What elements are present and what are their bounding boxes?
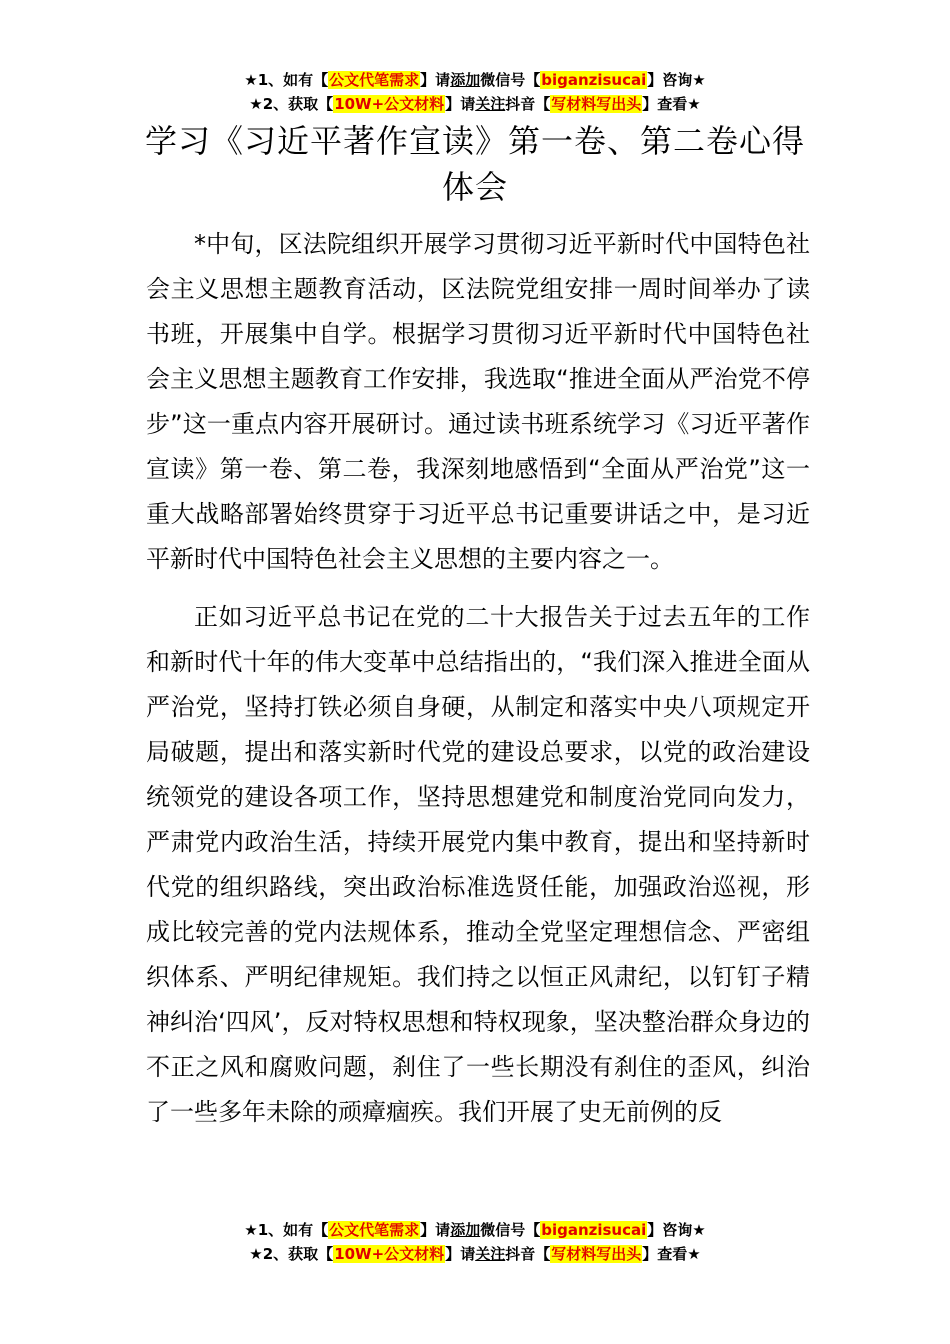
star-icon: ★ [244,1221,258,1239]
promo-underlined-text: 添加 [450,71,481,89]
promo-text: 2、获取【 [262,1245,334,1263]
promo-highlight: 公文代笔需求 [329,1221,420,1239]
promo-highlight: 10W+公文材料 [334,95,445,113]
star-icon: ★ [244,71,258,89]
promo-underlined-text: 添加 [450,1221,481,1239]
paragraph: 正如习近平总书记在党的二十大报告关于过去五年的工作和新时代十年的伟大变革中总结指出的，“我们深入推进全面从严治党，坚持打铁必须自身硬，从制定和落实中央八项规定开局破题，提出和落实新时代党的建设总要求，以党的政治建设统领党的建设各项工作，坚持思想建党和制度治党同向发力，严肃党内政治生活，持续开展党内集中教育，提出和坚持新时代党的组织路线，突出政治标准选贤任能，加强政治巡视，形成比较完善的党内法规体系，推动全党坚定理想信念、严密组织体系、严明纪律规矩。我们持之以恒正风肃纪，以钉钉子精神纠治‘四风’，反对特权思想和特权现象，坚决整治群众身边的不正之风和腐败问题，刹住了一些长期没有刹住的歪风，纠治了一些多年未除的顽瘴痼疾。我们开展了史无前例的反 [146,603,810,1126]
promo-text: 1、如有【 [257,71,329,89]
promo-wechat-id: biganzisucai [541,1221,647,1239]
promo-text: 】查看★ [642,95,701,113]
promo-underlined-text: 关注 [475,95,506,113]
promo-line-1 [0,68,950,92]
promo-line-2 [0,92,950,116]
promo-text: 】请 [445,1245,476,1263]
promo-wechat-id: biganzisucai [541,71,647,89]
star-icon: ★ [249,1245,263,1263]
promo-highlight: 10W+公文材料 [334,1245,445,1263]
promo-text: 】请 [445,95,476,113]
promo-text: 抖音【 [505,1245,551,1263]
promo-text: 】咨询★ [647,1221,706,1239]
paragraph: *中旬，区法院组织开展学习贯彻习近平新时代中国特色社会主义思想主题教育活动，区法院党组安排一周时间举办了读书班，开展集中自学。根据学习贯彻习近平新时代中国特色社会主义思想主题教育工作安排，我选取“推进全面从严治党不停步”这一重点内容开展研讨。通过读书班系统学习《习近平著作宣读》第一卷、第二卷，我深刻地感悟到“全面从严治党”这一重大战略部署始终贯穿于习近平总书记重要讲话之中，是习近平新时代中国特色社会主义思想的主要内容之一。 [146,230,810,573]
promo-text: 】咨询★ [647,71,706,89]
promo-text: 微信号【 [480,71,541,89]
promo-text: 】请 [420,1221,451,1239]
promo-text: 】查看★ [642,1245,701,1263]
promo-text: 2、获取【 [262,95,334,113]
document-body [146,222,810,1135]
promo-footer [0,1218,950,1266]
promo-highlight: 公文代笔需求 [329,71,420,89]
document-title: 学习《习近平著作宣读》第一卷、第二卷心得体会 [144,122,805,206]
promo-text: 】请 [420,71,451,89]
promo-line-1 [0,1218,950,1242]
promo-header [0,68,950,116]
star-icon: ★ [249,95,263,113]
promo-line-2 [0,1242,950,1266]
promo-underlined-text: 关注 [475,1245,506,1263]
promo-douyin-id: 写材料写出头 [551,1245,642,1263]
promo-text: 微信号【 [480,1221,541,1239]
promo-text: 抖音【 [505,95,551,113]
promo-text: 1、如有【 [257,1221,329,1239]
promo-douyin-id: 写材料写出头 [551,95,642,113]
